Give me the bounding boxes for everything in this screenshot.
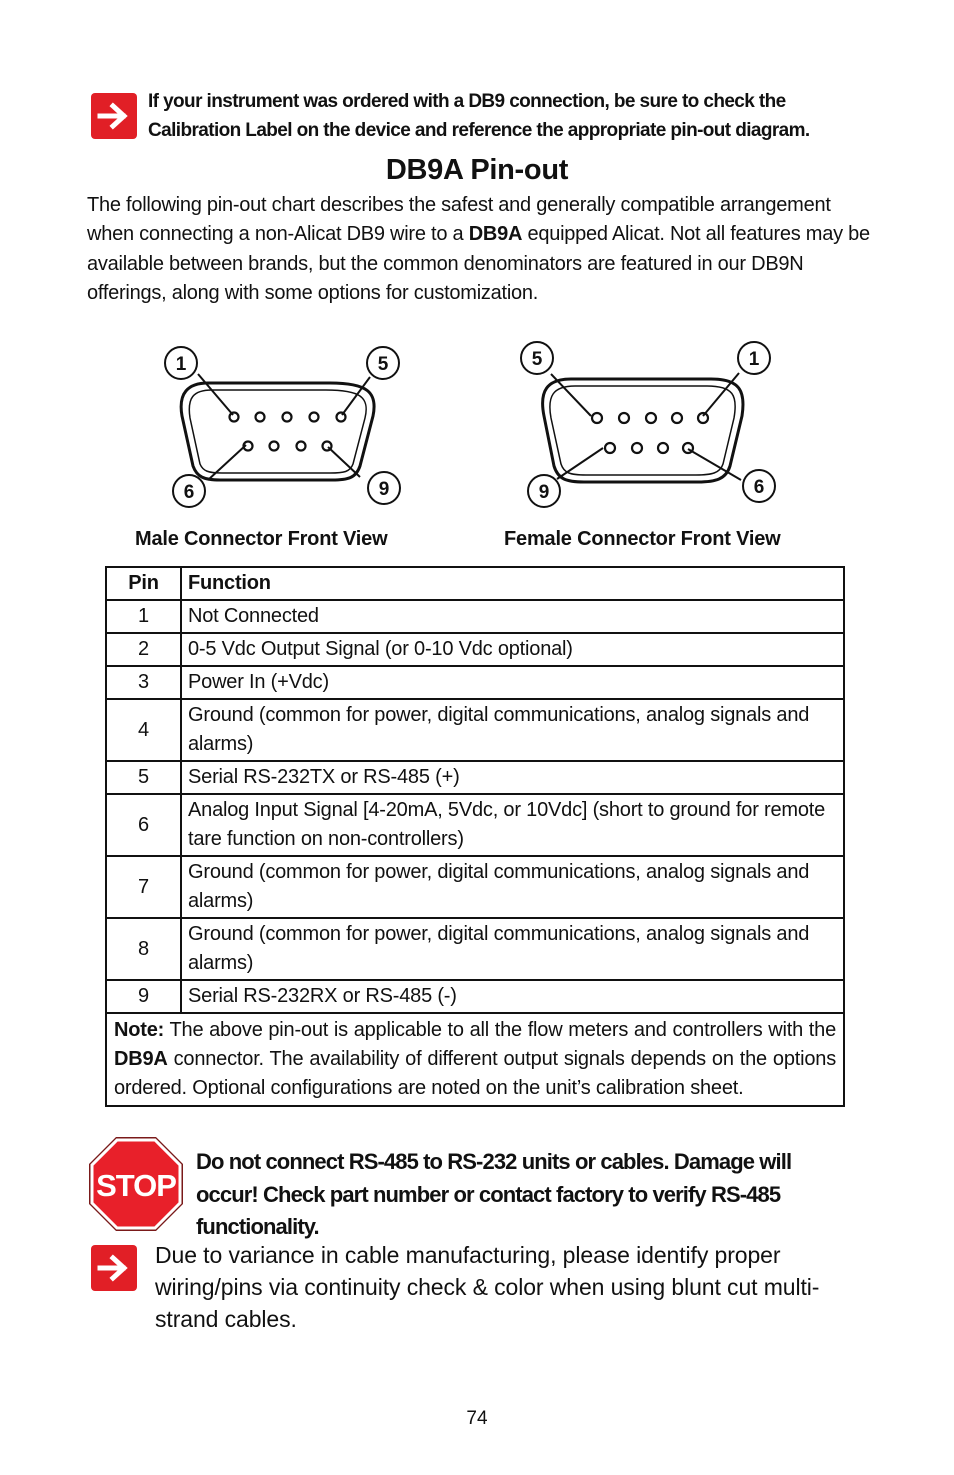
pinout-table (105, 566, 845, 1107)
female-pin-label-5: 5 (531, 349, 543, 370)
male-pin-label-9: 9 (378, 479, 390, 500)
table-row (106, 856, 844, 918)
male-pin-label-5: 5 (377, 354, 389, 375)
table-row (106, 666, 844, 699)
table-row (106, 761, 844, 794)
function-cell: 0-5 Vdc Output Signal (or 0-10 Vdc optional) (181, 633, 844, 666)
function-cell: Power In (+Vdc) (181, 666, 844, 699)
pin-cell: 7 (106, 856, 181, 918)
header-pin: Pin (106, 567, 181, 600)
female-pin-label-6: 6 (753, 477, 765, 498)
pin-cell: 4 (106, 699, 181, 761)
table-row (106, 600, 844, 633)
table-note (106, 1013, 844, 1106)
table-note-row (106, 1013, 844, 1106)
arrow-right-icon (91, 93, 137, 139)
note-line-2: Calibration Label on the device and reference the appropriate pin-out diagram. (148, 120, 810, 141)
pin-cell: 1 (106, 600, 181, 633)
note-label: Note: (114, 1019, 165, 1041)
male-pin-label-1: 1 (175, 354, 187, 375)
male-connector-caption: Male Connector Front View (135, 528, 388, 550)
function-cell: Ground (common for power, digital communications, analog signals and alarms) (181, 856, 844, 918)
female-connector-diagram (517, 336, 779, 514)
intro-bold: DB9A (468, 223, 523, 246)
pin-cell: 2 (106, 633, 181, 666)
function-cell: Ground (common for power, digital communications, analog signals and alarms) (181, 918, 844, 980)
table-row (106, 633, 844, 666)
stop-sign-icon (88, 1136, 184, 1232)
pin-cell: 6 (106, 794, 181, 856)
rs485-warning: Do not connect RS-485 to RS-232 units or cables. Damage will occur! Check part number or contact factory to verify RS-485 functionality. (196, 1149, 792, 1239)
pin-cell: 3 (106, 666, 181, 699)
male-pin-label-6: 6 (183, 482, 195, 503)
note-bold: DB9A (114, 1048, 168, 1070)
table-row (106, 918, 844, 980)
function-cell: Not Connected (181, 600, 844, 633)
intro-text-2: equipped Alicat. Not all features may be available between brands, but the common denominators are featured in our DB9N offerings, along with some options for customization. (87, 223, 870, 304)
female-connector-caption: Female Connector Front View (504, 528, 781, 550)
female-pin-label-9: 9 (538, 482, 550, 503)
cable-variance-note: Due to variance in cable manufacturing, please identify proper wiring/pins via continuity check & color when using blunt cut multi-strand cables. (155, 1242, 820, 1332)
function-cell: Analog Input Signal [4-20mA, 5Vdc, or 10Vdc] (short to ground for remote tare function on non-controllers) (181, 794, 844, 856)
header-function: Function (181, 567, 844, 600)
note-line-1: If your instrument was ordered with a DB9 connection, be sure to check the (148, 91, 786, 112)
stop-sign-label: STOP (96, 1168, 176, 1203)
table-header-row (106, 567, 844, 600)
page-title: DB9A Pin-out (385, 154, 569, 186)
arrow-right-icon (91, 1245, 137, 1291)
function-cell: Serial RS-232RX or RS-485 (-) (181, 980, 844, 1013)
male-connector-diagram (160, 340, 410, 515)
female-pin-label-1: 1 (748, 349, 760, 370)
note-text-2: connector. The availability of different output signals depends on the options ordered. Optional configurations are noted on the unit’s calibration sheet. (114, 1048, 836, 1099)
pin-cell: 9 (106, 980, 181, 1013)
table-row (106, 980, 844, 1013)
pin-cell: 8 (106, 918, 181, 980)
table-row (106, 794, 844, 856)
note-text-1: The above pin-out is applicable to all the flow meters and controllers with the (164, 1019, 836, 1041)
table-row (106, 699, 844, 761)
intro-text-1: The following pin-out chart describes the safest and generally compatible arrangement when connecting a non-Alicat DB9 wire to a (87, 194, 831, 246)
function-cell: Ground (common for power, digital communications, analog signals and alarms) (181, 699, 844, 761)
db9-connection-note (148, 87, 908, 145)
function-cell: Serial RS-232TX or RS-485 (+) (181, 761, 844, 794)
pin-cell: 5 (106, 761, 181, 794)
intro-paragraph (87, 191, 877, 308)
page-number: 74 (466, 1408, 488, 1429)
